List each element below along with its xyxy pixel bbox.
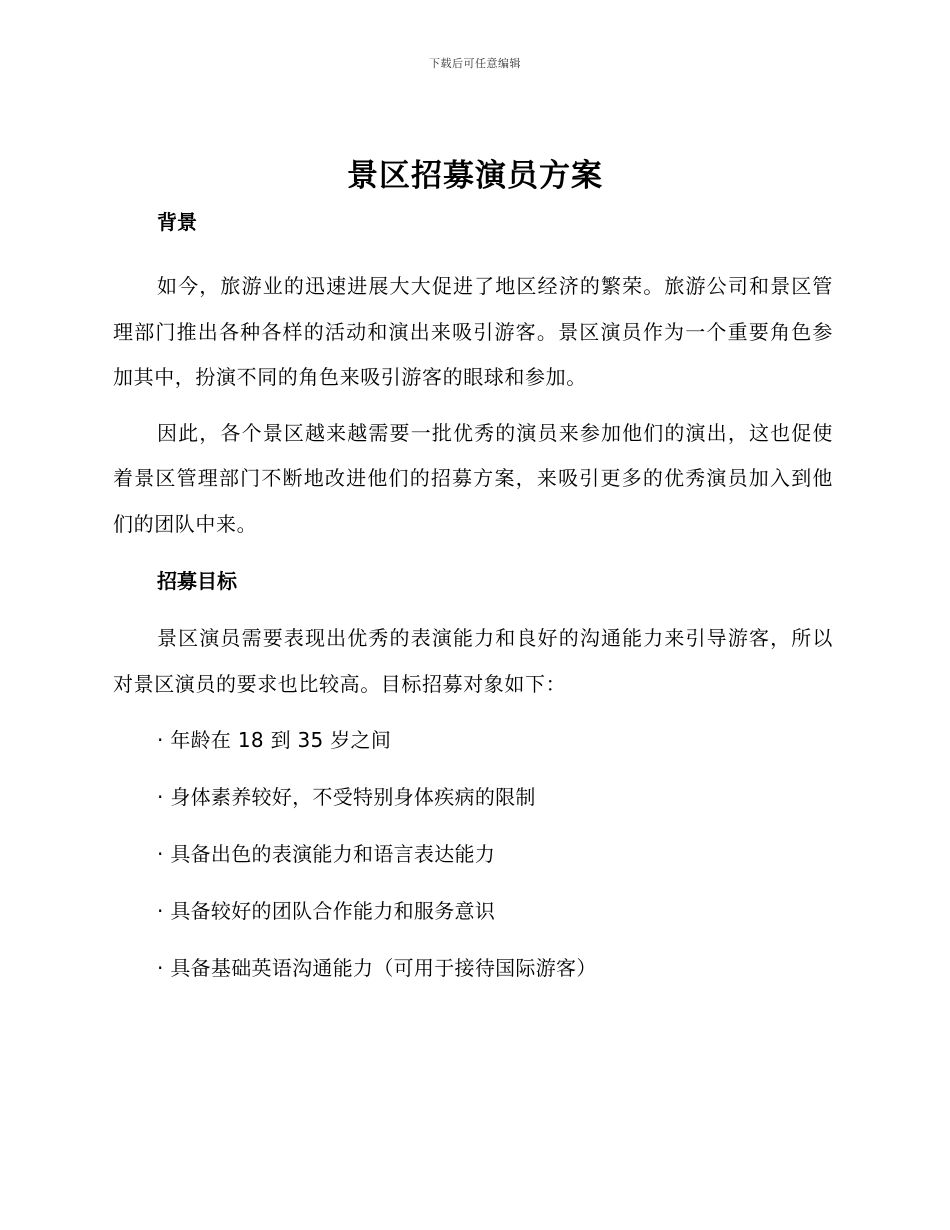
paragraph-background-1: 如今，旅游业的迅速进展大大促进了地区经济的繁荣。旅游公司和景区管理部门推出各种各样的活动和演出来吸引游客。景区演员作为一个重要角色参加其中，扮演不同的角色来吸引游客的眼球和参加。 [113,274,833,389]
section-heading-recruitment-targets: 招募目标 [157,569,237,593]
section-background [113,206,833,547]
section-recruitment-targets [113,565,833,983]
list-item: · 身体素养较好，不受特别身体疾病的限制 [157,785,536,809]
header-note: 下载后可任意编辑 [429,57,521,70]
list-item: · 具备基础英语沟通能力（可用于接待国际游客） [157,956,597,980]
list-item: · 具备较好的团队合作能力和服务意识 [157,899,496,923]
paragraph-recruitment-targets-1: 景区演员需要表现出优秀的表演能力和良好的沟通能力来引导游客，所以对景区演员的要求也比较高。目标招募对象如下： [113,626,833,696]
paragraph-background-2: 因此，各个景区越来越需要一批优秀的演员来参加他们的演出，这也促使着景区管理部门不断地改进他们的招募方案，来吸引更多的优秀演员加入到他们的团队中来。 [113,420,833,536]
list-item: · 具备出色的表演能力和语言表达能力 [157,842,496,866]
list-item: · 年龄在 18 到 35 岁之间 [157,728,392,752]
section-heading-background: 背景 [157,210,197,234]
document-title: 景区招募演员方案 [347,158,603,194]
document-body [113,206,833,983]
requirements-list [113,725,833,983]
